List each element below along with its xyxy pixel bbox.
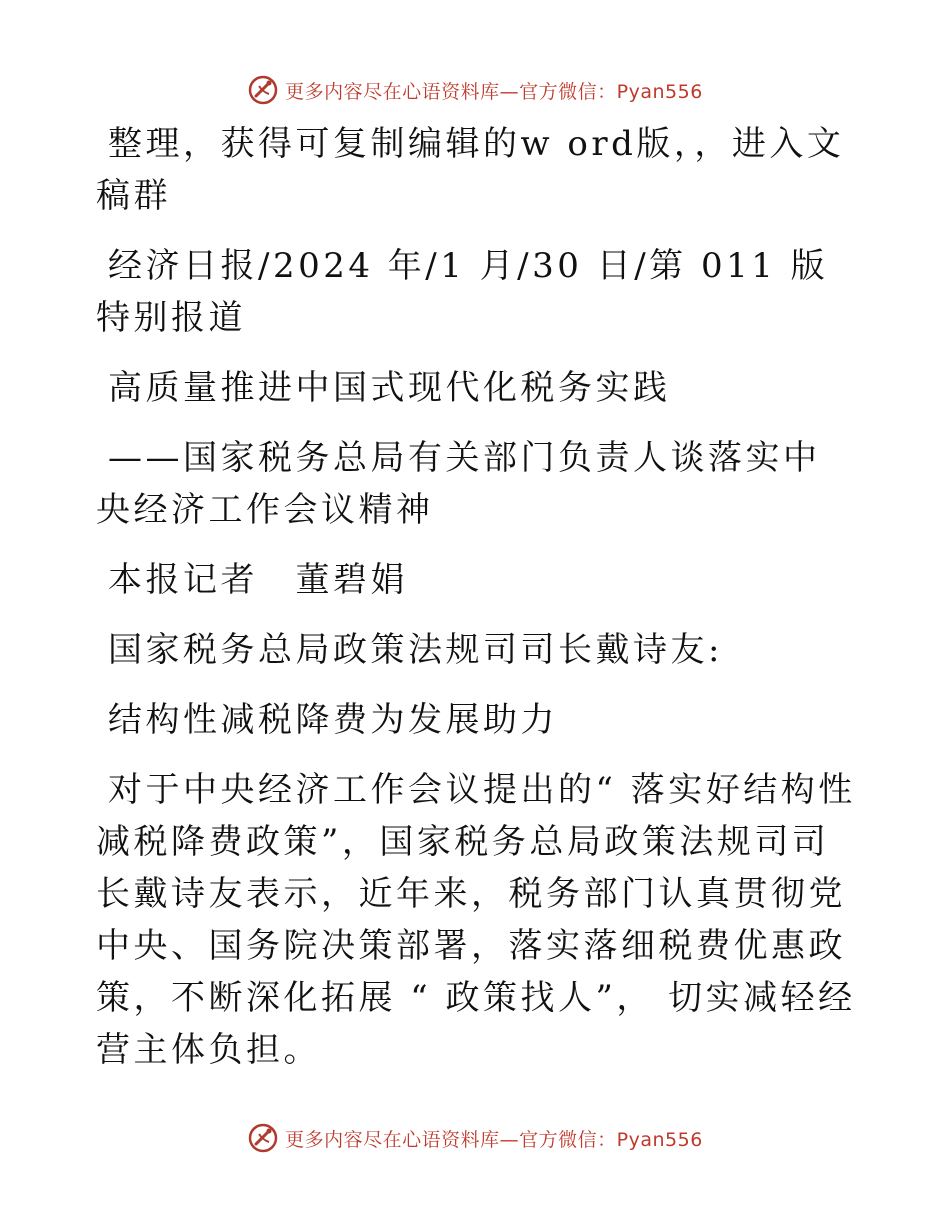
publication-line: 经济日报/2024 年/1 月/30 日/第 011 版特别报道	[96, 246, 829, 338]
speaker-line: 国家税务总局政策法规司司长戴诗友:	[108, 630, 723, 670]
logo-seal-icon	[247, 1122, 279, 1154]
section-heading: 结构性减税降费为发展助力	[108, 700, 558, 740]
header-banner-text: 更多内容尽在心语资料库—官方微信：Pyan556	[285, 80, 703, 103]
footer-banner	[0, 1118, 950, 1158]
source-note: 整理，获得可复制编辑的w ord版，，进入文稿群	[96, 124, 845, 216]
body-paragraph: 对于中央经济工作会议提出的“ 落实好结构性减税降费政策”，国家税务总局政策法规司司长戴诗友表示，近年来，税务部门认真贯彻党中央、国务院决策部署，落实落细税费优惠政策，不断深化拓展 “ 政策找人”， 切实减轻经营主体负担。	[96, 770, 856, 1070]
article-subtitle: ——国家税务总局有关部门负责人谈落实中央经济工作会议精神	[96, 438, 821, 530]
byline: 本报记者 董碧娟	[108, 560, 408, 600]
document-body	[96, 118, 856, 1094]
logo-seal-icon	[247, 74, 279, 106]
header-banner	[0, 70, 950, 110]
article-title: 高质量推进中国式现代化税务实践	[108, 368, 671, 408]
footer-banner-text: 更多内容尽在心语资料库—官方微信：Pyan556	[285, 1128, 703, 1151]
